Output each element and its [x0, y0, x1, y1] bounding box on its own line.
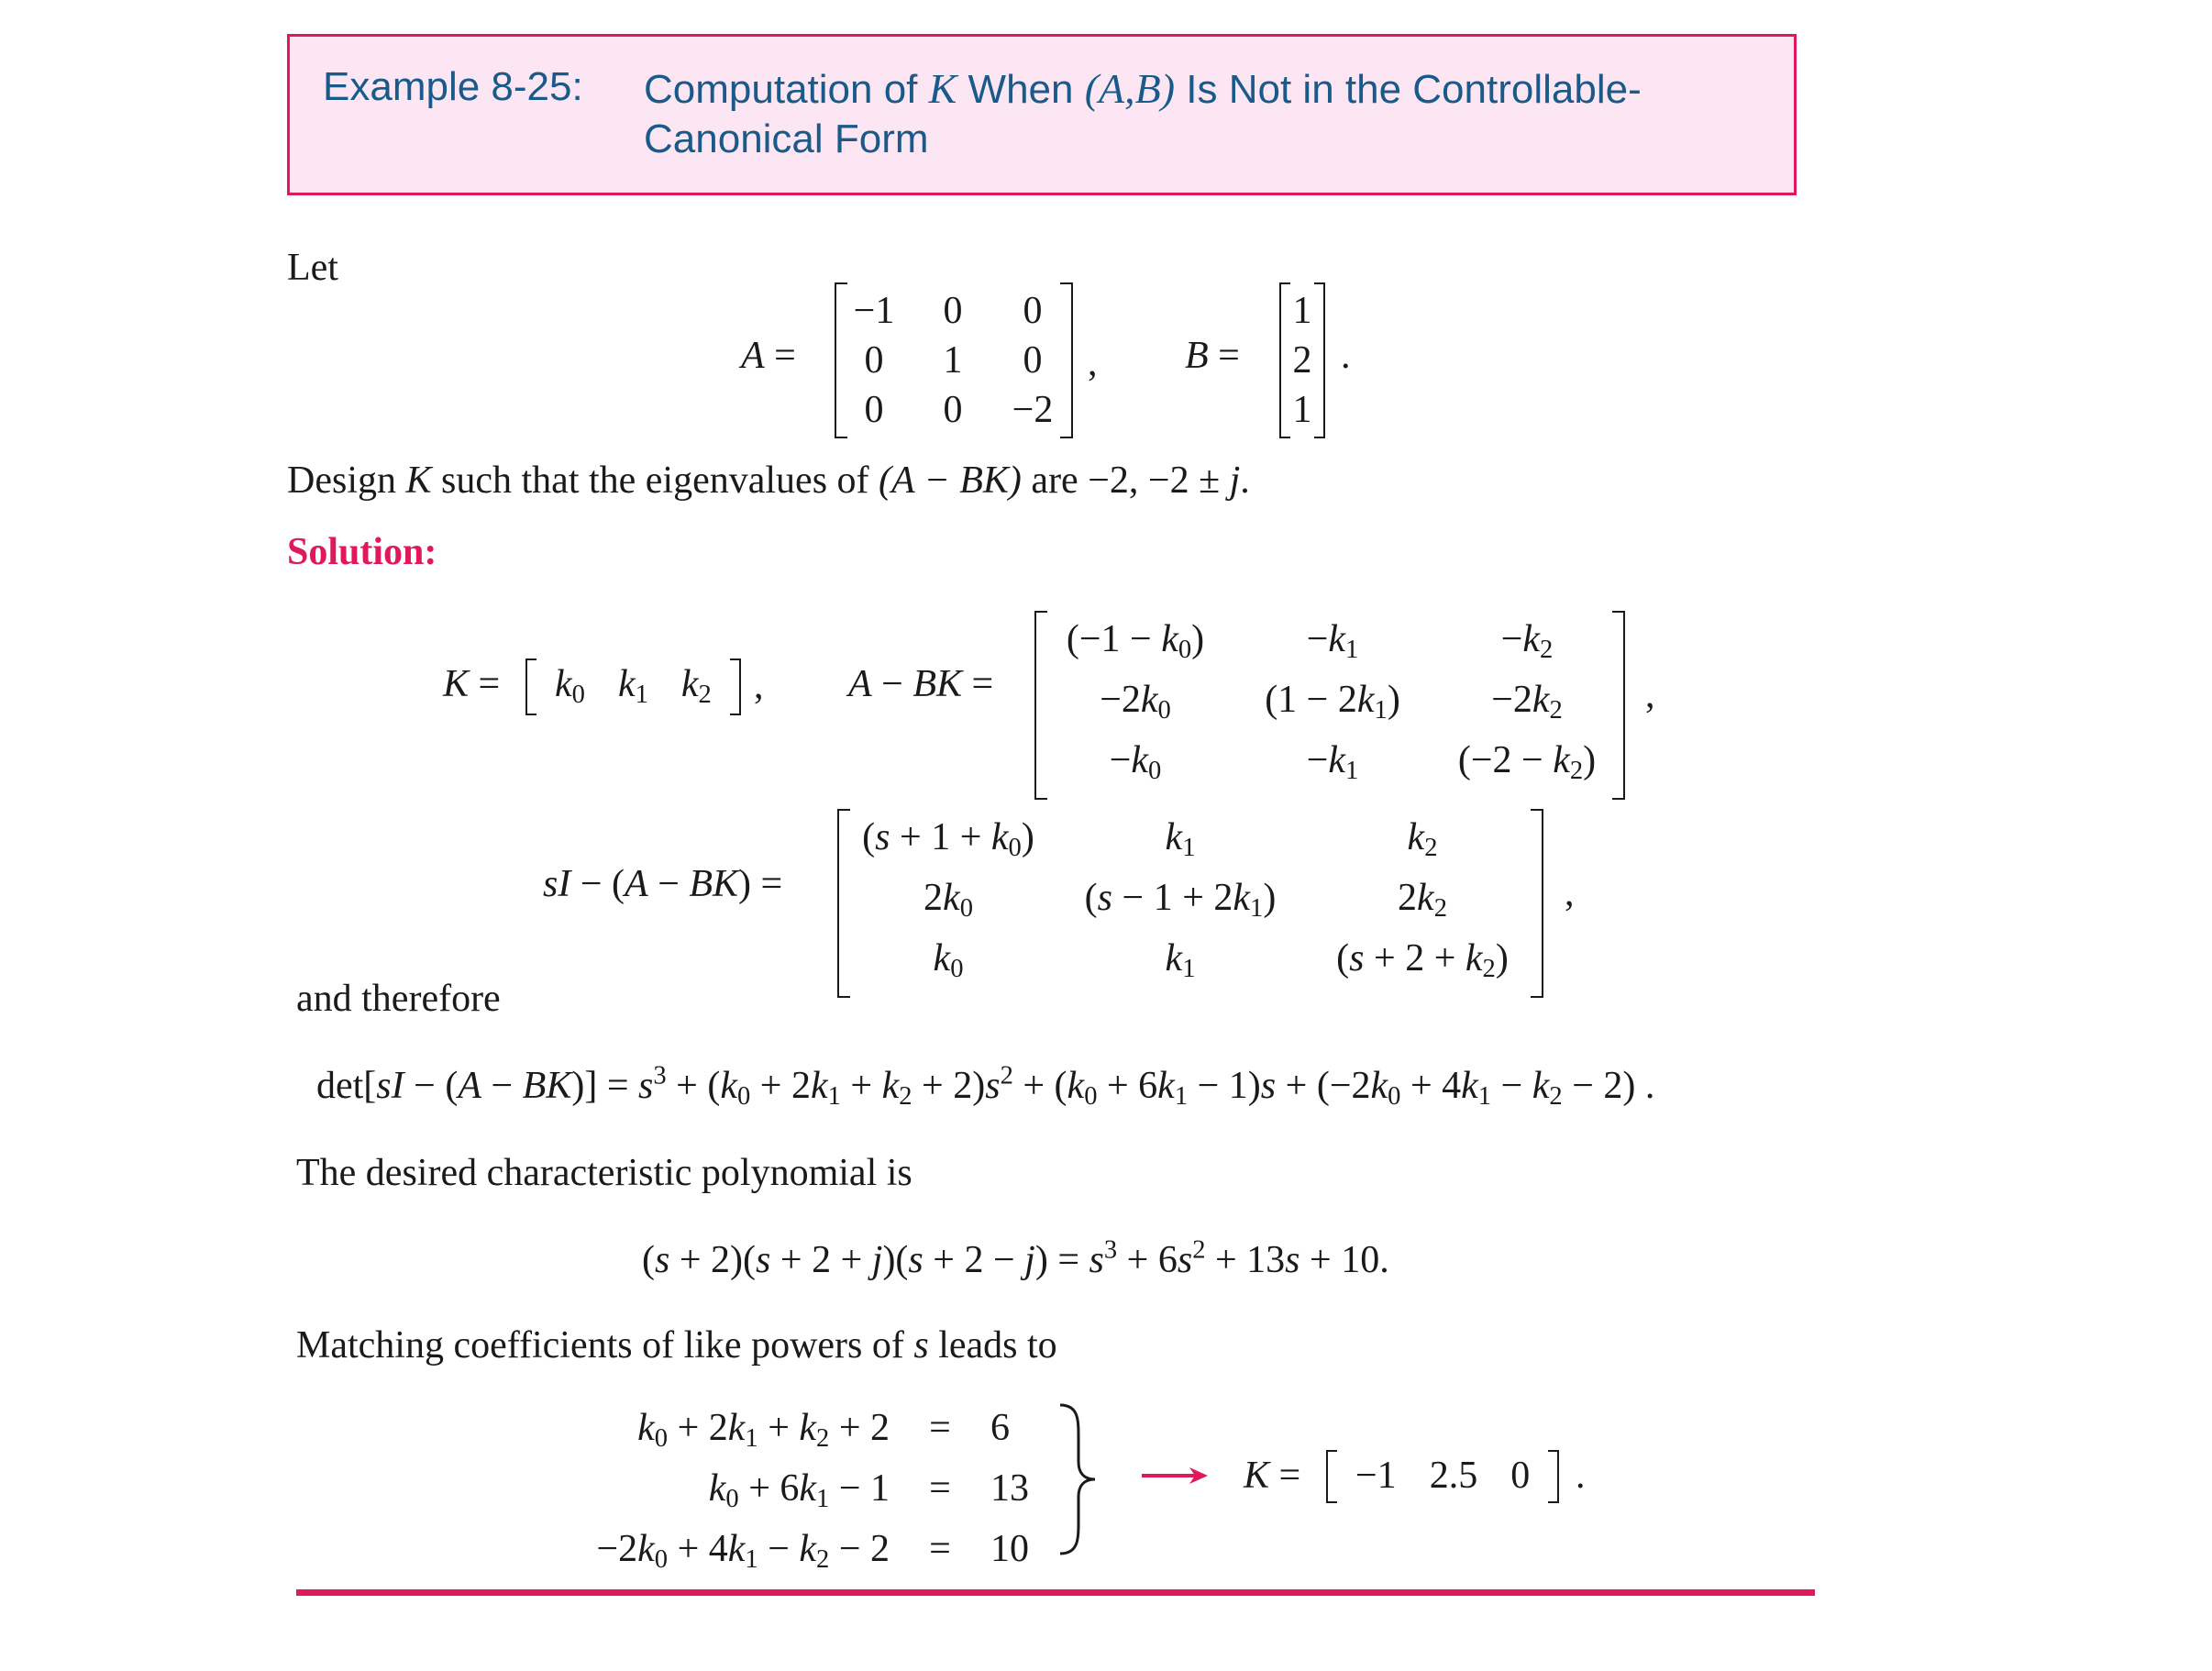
design-statement: Design K such that the eigenvalues of (A − BK) are −2, −2 ± j.	[287, 459, 1250, 502]
coefficient-system	[541, 1403, 1073, 1585]
matrix-a-label: A =	[741, 335, 796, 377]
example-box	[287, 34, 1797, 195]
system-row: $k_0 + 6k_1 - 1$ = 13	[708, 1467, 1029, 1514]
system-row: $-2k_0 + 4k_1 - k_2 - 2$ = 10	[596, 1528, 1029, 1575]
comma: ,	[1088, 342, 1098, 384]
example-title: Computation of K When (A,B) Is Not in the Controllable-Canonical Form	[644, 65, 1642, 161]
vector-b-label: B =	[1185, 335, 1240, 377]
right-brace	[1055, 1401, 1100, 1557]
k-row-vector: $k_0$ $k_1$ $k_2$	[525, 662, 741, 710]
let-text: Let	[287, 247, 338, 289]
matrix-a-minus-bk: $(-1 - k_0)$ $-k_1$ $-k_2$ $-2k_0$ $(1 - 2k_1)$ $-2k_2$ $-k_0$ $-k_1$ $(-2 - k_2)$	[1034, 614, 1625, 796]
desired-polynomial-equation: $(s + 2)(s + 2 + j)(s + 2 - j) = s^3 + 6s^2 + 13s + 10$.	[642, 1235, 1389, 1281]
k-label: K =	[443, 663, 501, 705]
matrix-si-label: sI − (A − BK) =	[543, 863, 783, 905]
bottom-rule	[296, 1589, 1815, 1596]
and-therefore-text: and therefore	[296, 978, 501, 1020]
comma: ,	[754, 665, 764, 707]
system-row: $k_0 + 2k_1 + k_2 + 2$ = 6	[637, 1407, 1010, 1454]
matrix-abk-label: A − BK =	[848, 663, 994, 705]
vector-b: 1 2 1	[1279, 286, 1325, 435]
right-arrow-icon	[1142, 1465, 1211, 1487]
comma: ,	[1645, 674, 1655, 716]
matching-text: Matching coefficients of like powers of s leads to	[296, 1324, 1057, 1367]
comma: ,	[1565, 872, 1575, 914]
matrix-a: −1 0 0 0 1 0 0 0 −2	[835, 286, 1073, 435]
matrix-si-minus-a-bk: $(s + 1 + k_0)$ $k_1$ $k_2$ $2k_0$ $(s - 1 + 2k_1)$ $2k_2$ $k_0$ $k_1$ $(s + 2 + k_2)$	[837, 813, 1543, 994]
solution-heading: Solution:	[287, 531, 437, 573]
example-label: Example 8-25:	[323, 64, 583, 109]
period: .	[1576, 1455, 1586, 1497]
period: .	[1341, 335, 1351, 377]
k-result-vector: −1 2.5 0	[1326, 1454, 1559, 1498]
k-result-label: K =	[1244, 1455, 1301, 1497]
desired-polynomial-text: The desired characteristic polynomial is	[296, 1152, 912, 1194]
determinant-equation: $\det[sI - (A - BK)] = s^3 + (k_0 + 2k_1 + k_2 + 2)s^2 + (k_0 + 6k_1 - 1)s + (-2k_0 + 4k_1 - k_2 - 2)$ .	[316, 1061, 1655, 1112]
